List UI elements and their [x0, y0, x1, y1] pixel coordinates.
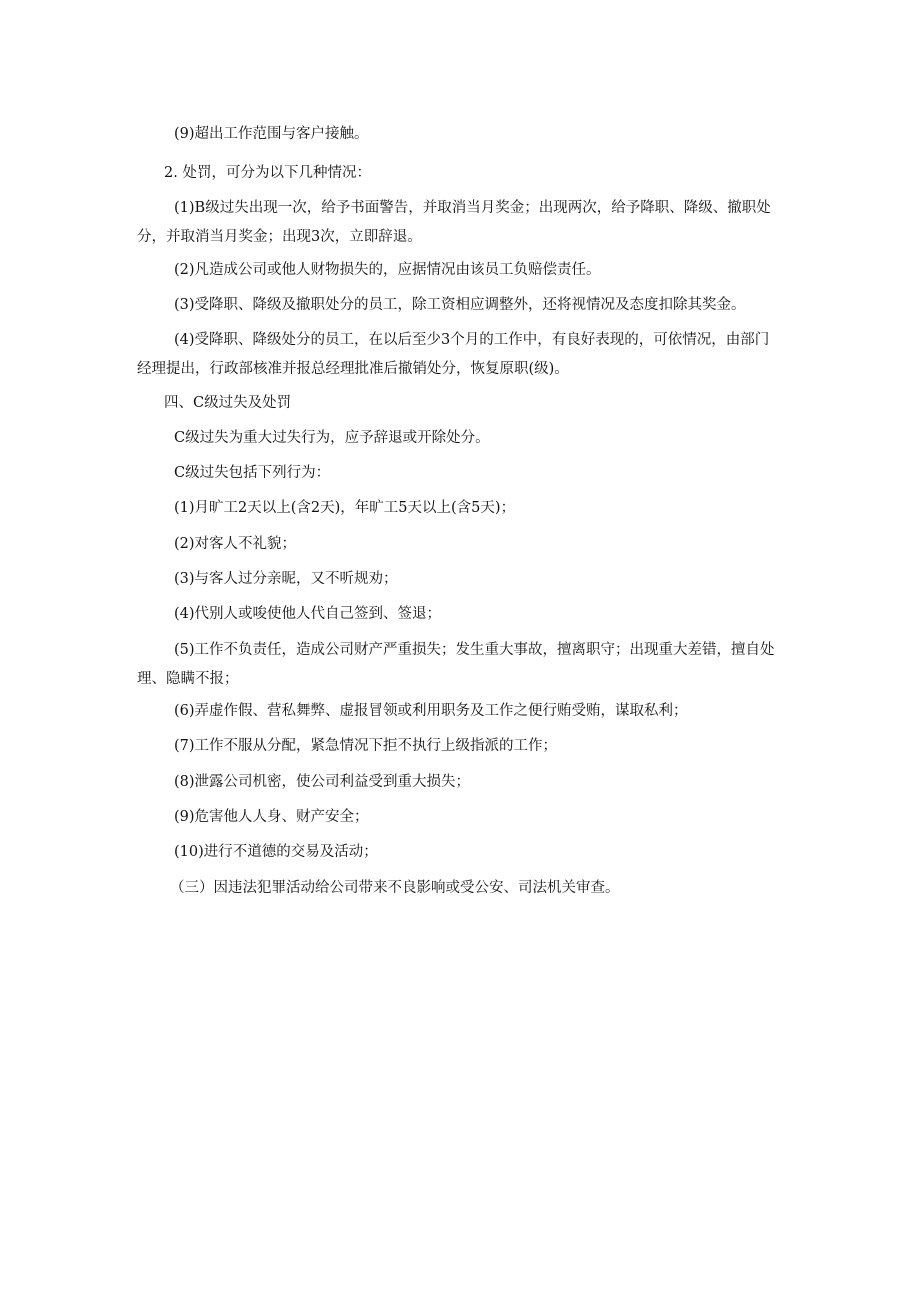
- section-heading-punishment: 2. 处罚，可分为以下几种情况：: [164, 165, 371, 181]
- paragraph-punishment-3: (3)受降职、降级及撤职处分的员工，除工资相应调整外，还将视情况及态度扣除其奖金。: [174, 297, 746, 313]
- list-item-c-1: (1)月旷工2天以上(含2天)，年旷工5天以上(含5天)；: [174, 500, 516, 516]
- paragraph-item-9-contact: (9)超出工作范围与客户接触。: [174, 126, 369, 142]
- paragraph-c-level-definition: C级过失为重大过失行为，应予辞退或开除处分。: [174, 430, 490, 446]
- list-item-c-9: (9)危害他人人身、财产安全；: [174, 809, 369, 825]
- list-item-c-6: (6)弄虚作假、营私舞弊、虚报冒领或利用职务及工作之便行贿受贿，谋取私利；: [174, 703, 688, 719]
- paragraph-punishment-2: (2)凡造成公司或他人财物损失的，应据情况由该员工负赔偿责任。: [174, 262, 601, 278]
- paragraph-item-three-illegal: （三）因违法犯罪活动给公司带来不良影响或受公安、司法机关审查。: [170, 880, 620, 896]
- list-item-c-4: (4)代别人或唆使他人代自己签到、签退；: [174, 606, 442, 622]
- paragraph-punishment-4: (4)受降职、降级处分的员工，在以后至少3个月的工作中，有良好表现的，可依情况，由部门经理提出，行政部核准并报总经理批准后撤销处分，恢复原职(级)。: [137, 332, 770, 377]
- list-item-c-10: (10)进行不道德的交易及活动；: [174, 844, 378, 860]
- section-heading-c-level: 四、C级过失及处罚: [164, 395, 292, 411]
- list-item-c-2: (2)对客人不礼貌；: [174, 536, 297, 552]
- list-item-c-7: (7)工作不服从分配，紧急情况下拒不执行上级指派的工作；: [174, 738, 558, 754]
- paragraph-punishment-1: (1)B级过失出现一次，给予书面警告，并取消当月奖金；出现两次，给予降职、降级、撤职处分，并取消当月奖金；出现3次，立即辞退。: [137, 200, 771, 245]
- list-item-c-8: (8)泄露公司机密，使公司利益受到重大损失；: [174, 774, 471, 790]
- paragraph-c-level-intro: C级过失包括下列行为：: [174, 465, 331, 481]
- list-item-c-5: (5)工作不负责任，造成公司财产严重损失；发生重大事故，擅离职守；出现重大差错，擅自处理、隐瞒不报；: [137, 642, 775, 687]
- list-item-c-3: (3)与客人过分亲昵，又不听规劝；: [174, 571, 398, 587]
